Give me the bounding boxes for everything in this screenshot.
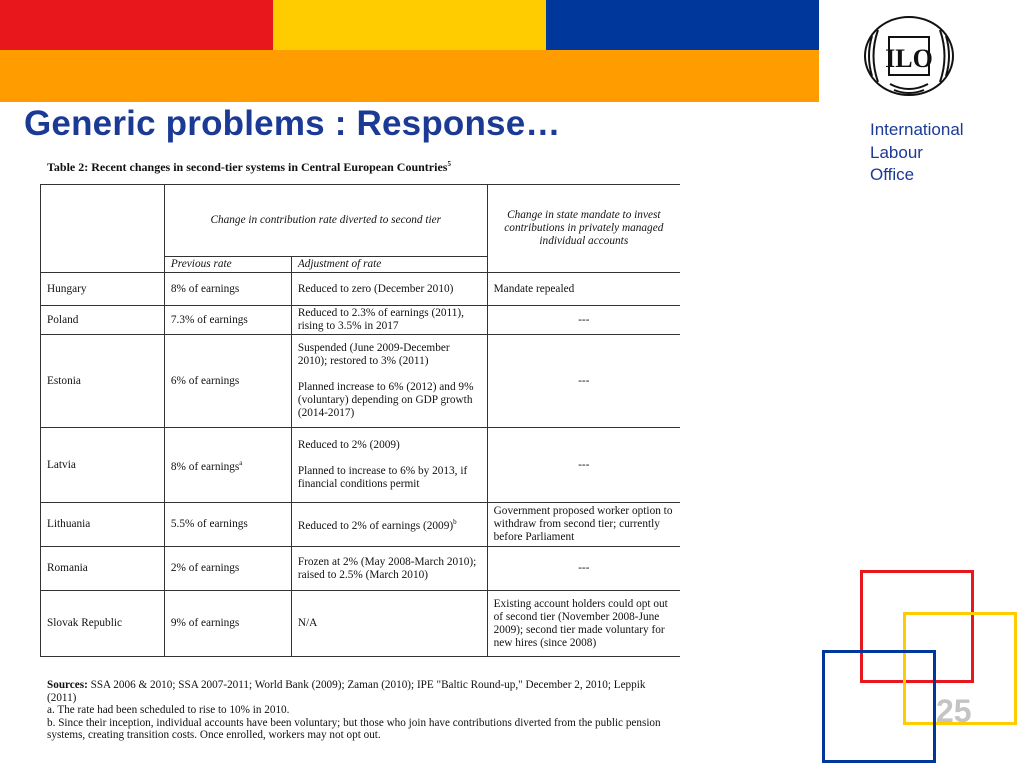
table-caption-text: Table 2: Recent changes in second-tier systems in Central European Countries [47,160,448,174]
mandate-cell: Mandate repealed [487,273,680,306]
org-line-1: International [870,120,964,139]
previous-rate-cell: 8% of earnings [164,273,291,306]
table-row [41,591,681,657]
footnote-a: a. The rate had been scheduled to rise to 10% in 2010. [47,704,290,717]
mandate-cell: Government proposed worker option to withdraw from second tier; currently before Parliament [487,503,680,547]
adjustment-cell: Reduced to 2.3% of earnings (2011), rising to 3.5% in 2017 [291,306,487,335]
header-band-orange [0,50,819,102]
table-notes [47,679,677,742]
mandate-cell: Existing account holders could opt out of second tier (November 2008-June 2009); second tier made voluntary for new hires (since 2008) [487,591,680,657]
header-adjustment: Adjustment of rate [291,257,487,273]
previous-rate-text: 8% of earnings [170,460,240,473]
mandate-cell: --- [487,335,680,428]
sources-text: SSA 2006 & 2010; SSA 2007-2011; World Bank (2009); Zaman (2010); IPE "Baltic Round-up," December 2, 2010; Leppik (2011) [47,679,646,704]
mandate-cell: --- [487,428,680,503]
corner-cell [41,185,165,273]
header-previous-rate: Previous rate [164,257,291,273]
table-row [41,503,681,547]
table-row [41,547,681,591]
adjustment-plan-text: Planned increase to 6% (2012) and 9% (voluntary) depending on GDP growth (2014-2017) [297,381,474,419]
adjustment-text: Reduced to 2% (2009) [297,439,400,451]
header-band-blue [546,0,819,50]
sources-note [47,679,677,704]
country-cell: Romania [41,547,165,591]
footnote-a-marker: a [239,458,243,467]
country-cell: Poland [41,306,165,335]
adjustment-plan-text: Planned to increase to 6% by 2013, if financial conditions permit [297,465,468,490]
header-band-yellow [273,0,546,50]
slide-title: Generic problems : Response… [24,104,561,143]
second-tier-table [40,184,680,657]
table-row [41,428,681,503]
table-row [41,306,681,335]
org-line-2: Labour [870,142,923,162]
adjustment-text: Reduced to 2% of earnings (2009) [297,519,454,532]
footnote-b: b. Since their inception, individual accounts have been voluntary; but those who join have contributions diverted from the public pension systems, creating transition costs. Once enrolled, workers may not opt out. [47,716,661,742]
table-caption [47,160,451,175]
ilo-logo-text: ILO [885,44,933,73]
table-row [41,273,681,306]
previous-rate-cell [164,428,291,503]
country-cell: Estonia [41,335,165,428]
org-line-3: Office [870,165,915,184]
adjustment-cell [291,335,487,428]
table-caption-sup: 5 [447,160,451,168]
organization-name [870,119,964,187]
previous-rate-cell: 7.3% of earnings [164,306,291,335]
header-contribution-rate: Change in contribution rate diverted to second tier [164,185,487,257]
mandate-cell: --- [487,547,680,591]
previous-rate-cell: 5.5% of earnings [164,503,291,547]
page-number: 25 [936,693,972,729]
previous-rate-cell: 2% of earnings [164,547,291,591]
mandate-cell: --- [487,306,680,335]
adjustment-cell [291,503,487,547]
footnote-b-marker: b [453,518,457,527]
country-cell: Latvia [41,428,165,503]
previous-rate-cell: 9% of earnings [164,591,291,657]
sources-label: Sources: [47,679,88,691]
adjustment-cell: Reduced to zero (December 2010) [291,273,487,306]
adjustment-cell: N/A [291,591,487,657]
table-row [41,335,681,428]
adjustment-text: Suspended (June 2009-December 2010); restored to 3% (2011) [297,342,450,367]
decor-square-blue [822,650,936,763]
header-band-red [0,0,273,50]
country-cell: Slovak Republic [41,591,165,657]
country-cell: Hungary [41,273,165,306]
previous-rate-cell: 6% of earnings [164,335,291,428]
header-state-mandate: Change in state mandate to invest contributions in privately managed individual accounts [487,185,680,273]
adjustment-cell: Frozen at 2% (May 2008-March 2010); raised to 2.5% (March 2010) [291,547,487,591]
ilo-logo-icon [860,14,958,98]
country-cell: Lithuania [41,503,165,547]
adjustment-cell [291,428,487,503]
